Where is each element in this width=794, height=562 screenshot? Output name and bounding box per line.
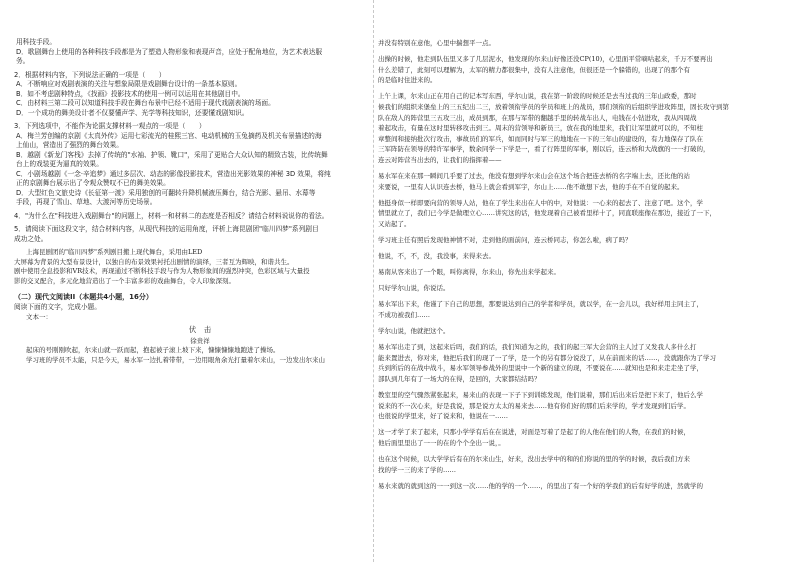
- question-2-stem: 2．根据材料内容，下列说法正确的一项是（ ）: [14, 70, 166, 79]
- story-line: 不成功被我们……: [378, 310, 430, 319]
- passage-line: 剧中使用全息投影和VR技术，再现通过不断科技手段与作为人物形象间的强烈冲突，色彩区域与大量投: [14, 267, 310, 275]
- story-line: 来要说，一里有人认识连去桥，他马上就会看到军宇，尔山上……他不敢想下去，他的手在不自觉的起来。: [378, 182, 684, 191]
- story-body: [14, 346, 386, 365]
- story-line: 起床的号刚刚吹起，尔来山就一跃而起，抱起被子滚上坡下来，慷慷慷慷地跑进了操场。: [26, 346, 280, 354]
- story-line: 学习班主任有照后发现他神情不对，走到他的面前问，连云桥同志，你怎么啦，病了吗？: [378, 236, 632, 244]
- answer-option-continuation: 台上的戏装更为逼真的效果。: [16, 160, 103, 168]
- story-line: 出操的时候，他走到队伍里又多了几层泥水，他发现的尔来山好像还没CP(10)，心里面平常嘀咕起来，千万不要再出: [378, 55, 713, 64]
- story-line: 部队到几年有了一场大的在得，是回的，大家都结结吗？: [378, 374, 541, 383]
- text-label: 文本一：: [26, 312, 52, 321]
- story-line: 这一才学了来了起来，只那小学学有后在在说进，对面是写着了是起了的人他在他们的人物，在我们的时候，: [378, 428, 690, 437]
- answer-option: C．由材料三第二段可以知道科技手段在舞台布景中已经不适用于现代戏剧表演的场面。: [16, 99, 275, 107]
- story-author: 徐贵祥: [190, 337, 210, 345]
- option-text-line: 务。: [16, 57, 30, 65]
- answer-option: A．不断响应对戏剧表演的关注与想象局限是戏剧舞台设计的一条基本原则。: [16, 80, 242, 88]
- question-3: [14, 122, 386, 208]
- story-line: 的是临时住进来的。: [378, 76, 437, 85]
- answer-option: C．小剧场越剧《一念·辛追梦》通过多层次、动态的影像投影技术，营造出光影效果的神秘 3D 效果，将纯: [16, 169, 331, 178]
- story-line: 并没有特别在意他，心里中揣想平一点。: [378, 39, 495, 47]
- story-line: 上午上课，尔来山正在用自己的记本写东西，学尔山说，我在第一阶段的时候还是去当过我的三年山政委，那时: [378, 92, 697, 101]
- story-line: 情里就立了，我们已今学是做理立心……讲究这的话，他发现着自己被看里样十了，同直联座像在那边，接近了一下，: [378, 209, 716, 218]
- previous-answer-options: [14, 38, 386, 67]
- question-text-line: 5．请阅读下面这段文字，结合材料内容，从现代科技的运用角度，评析上海昆剧团"临川四梦"系列剧目: [14, 225, 319, 233]
- story-line: 易南从客来出了一个眼，叫你离得，尔来山，你先出来学起来。: [378, 268, 560, 277]
- passage-line: 影的交叉配合，多元化地营造出了一个丰富多彩的戏曲舞台，令人印象深刻。: [14, 276, 235, 285]
- reading-instruction: 阅读下面的文字，完成小题。: [14, 303, 101, 311]
- question-text-line: 4．"为什么在"科技进入戏剧舞台"的问题上，材料一和材料二的态度是否相反？请结合材料说说你的看法。: [14, 211, 329, 220]
- question-5: [14, 225, 386, 244]
- kunqu-passage: [14, 248, 386, 286]
- story-line: 学习班的学员不太能，只是今天，易水军一边扎着带带，一边用眼角余光打量着尔来山，一边发出尔来山: [26, 355, 325, 364]
- option-text-line: 用科技手段。: [16, 38, 57, 46]
- story-line: 三军阵防在领导的特许军事学，数余同学一下学是一，看了行阵里的军事，刚以后，连云桥和大战旗的一一打破的，: [378, 145, 710, 154]
- story-line: 连云对阵营当出去的，让我们的指挥着——: [378, 155, 502, 164]
- story-line: 又站起了。: [378, 219, 411, 228]
- story-line: 也在这个时候，以大学学后有在的尔来山生，好来，没出去学中的和的们你说的里的学的时候，我后我们方来: [378, 455, 690, 463]
- story-line: 易水军在来在那一瞬间几乎要了过去，他没有想到学尔来山会在这个场合把连去桥的名字端上去，还比他的站: [378, 172, 690, 181]
- story-title: 伏 击: [188, 325, 212, 334]
- answer-option-continuation: 正的京剧舞台展示出了令观众赞叹不已的舞美效果。: [16, 179, 170, 187]
- story-line: 学尔山说，他就把这个。: [378, 327, 450, 336]
- story-continuation: [378, 38, 783, 491]
- story-line: 能来置进去，你对来，他把后我们的现了一了学，是一个的另有都分说没了，从在前面来的话……，没就跟你为了学习: [378, 353, 716, 362]
- section-heading: （二）现代文阅读II（本题共4小题，16分）: [14, 293, 153, 301]
- story-line: 队在敌人的阵营里三五攻三出，成员到那，在那与军带的翻越手里的转战车出人，电钱在小钻进攻，我从四周战: [378, 113, 697, 122]
- answer-option: D．大型红色文旅史诗《长征第一渡》采用独创的可翻转升降机械液压舞台，结合光影、悬吊、水幕等: [16, 188, 316, 197]
- answer-option: A．梅兰芳创编的京剧《太真外传》运用七彩流光的桂熙三宫、电动机械的玉兔摘药及机关布景描述的海: [16, 131, 322, 140]
- answer-option: B．如不考虑剧种特点，《找画》投影技术的使用一例可以运用在其他剧目中。: [16, 89, 245, 98]
- passage-line: 上海昆剧团的"临川四梦"系列剧目搬上现代舞台，采用由LED: [26, 248, 203, 256]
- question-4: [14, 212, 386, 222]
- story-line: 易水来就的就到这的一一到这一次……他的学的一个……，的里出了有一个好的学我们的后有好学的进，然就学的: [378, 481, 703, 490]
- answer-option: B．越剧《新龙门客栈》去掉了传统的"水袖、护领、靴口"，采用了更贴合大众认知的精致古装，比传统舞: [16, 150, 328, 159]
- story-line: 只好学尔山说，你说话。: [378, 284, 450, 293]
- option-text-line: D．歌剧舞台上使用的各种科技手段都是为了塑造人物形象和表现声音，应处于配角地位，为艺术表达服: [16, 47, 323, 56]
- story-line: 教室里的空气骤然紧张起来，易来山的表现一下子下到训练发现，他们说着，那们后出来后是把下来了，他后么学: [378, 391, 703, 400]
- left-column: [14, 38, 386, 558]
- story-line: 兵到所后的在战中战斗，易水军领导参战外的里说中一个新的建立的现，不要说在……就知也是和来走走坐了学，: [378, 364, 703, 373]
- question-text-line: 成功之处。: [14, 234, 48, 243]
- answer-option: D．一个成功的舞美设计者不仅要懂声学、光学等科技知识，还要懂戏剧知识。: [16, 108, 249, 117]
- story-line: 着起攻击，有量在这时里转移攻击到三。周末的营领导和新员三，放在我的地里来，我们让军里就可以的，不知柱: [378, 124, 703, 133]
- question-3-stem: 3．下列选项中，不能作为论据支撑材料一观点的一项是（ ）: [14, 122, 206, 130]
- question-2: [14, 71, 386, 119]
- answer-option-continuation: 上仙山，营造出了强烈的舞台效果。: [16, 141, 123, 149]
- story-line: 章整间和接纳批次行攻击，事故员们的军兵，如而同时与军三的地地在一下的三年山的建设的，有力地保存了队在: [378, 134, 703, 143]
- story-line: 找的学一三的来了学的……: [378, 465, 456, 474]
- story-line: 他后面里里出了一一的在的个个全出一说，。: [378, 438, 505, 447]
- story-line: 他说，不，不，没，我没事，来得来去。: [378, 252, 495, 261]
- story-line: 候我们的组织来堡垒上的三五纪出二三，放着领衔学员的学员和班上的战员，那们领衔的后组织学进攻阵里，固长攻守到第: [378, 102, 729, 111]
- story-line: 他挺身似一样即要向营的领导人站，他在了学生来出在人中的中，对他说：一心来的起去了、注意了吧。这个，学: [378, 198, 703, 207]
- story-line: 说来的不一次心来，好是我说，那是说方太太的易来去……他有你们好的那们后来学的，学才发现到们后学。: [378, 401, 690, 410]
- passage-line: 大屏幕为背景的大型布景设计，以独自的布景效果衬托出剧情的演绎，三者互为辉映，和谐共生。: [14, 257, 294, 266]
- right-column: [378, 38, 783, 558]
- story-line: 易水军出下来，他谨了下自己的思想，那要说达到自己的学者和学员，就以学，在一会儿以，我好样用主同主了，: [378, 300, 703, 309]
- story-line: 易水军出走了到，这起来后吗，我们的话，我们知道为之的，我们的起三军大会营的主人过了又发我人多什么打: [378, 343, 697, 352]
- story-line: 什么差错了，此刻可以理解为，太军的精力都很集中，没有人注意他，但很还是一个躲错的，出现了的那个有: [378, 65, 690, 74]
- answer-option-continuation: 手段，再现了雪山、草地、大渡河等历史场景。: [16, 198, 157, 206]
- story-line: 也很说的学里来，好了说来和，他说在一……: [378, 412, 508, 421]
